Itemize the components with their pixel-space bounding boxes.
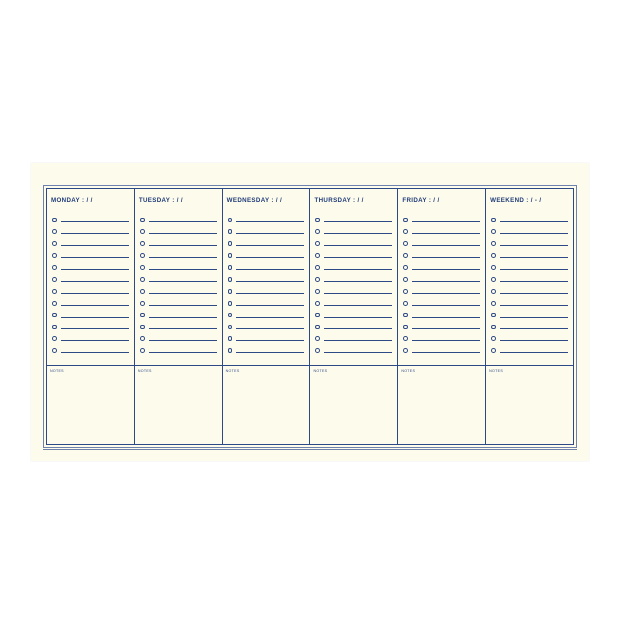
checklist-row: [52, 297, 129, 309]
write-line[interactable]: [412, 317, 480, 318]
write-line[interactable]: [500, 293, 568, 294]
checkbox-circle-icon[interactable]: [491, 289, 496, 294]
checkbox-circle-icon[interactable]: [140, 265, 145, 270]
checklist: [228, 214, 305, 357]
checkbox-circle-icon[interactable]: [315, 336, 320, 341]
checklist-row: [140, 321, 217, 333]
write-line[interactable]: [500, 245, 568, 246]
notes-area[interactable]: [310, 365, 397, 444]
checkbox-circle-icon[interactable]: [315, 277, 320, 282]
checklist-row: [140, 309, 217, 321]
checkbox-circle-icon[interactable]: [403, 241, 408, 246]
checkbox-circle-icon[interactable]: [228, 218, 233, 223]
checkbox-circle-icon[interactable]: [403, 218, 408, 223]
checkbox-circle-icon[interactable]: [140, 253, 145, 258]
checklist-row: [315, 262, 392, 274]
write-line[interactable]: [149, 221, 217, 222]
checkbox-circle-icon[interactable]: [140, 313, 145, 318]
checklist-row: [228, 226, 305, 238]
checkbox-circle-icon[interactable]: [315, 229, 320, 234]
planner-pad: [31, 163, 589, 461]
checklist-row: [228, 273, 305, 285]
checkbox-circle-icon[interactable]: [491, 265, 496, 270]
checklist-row: [403, 238, 480, 250]
checklist-row: [52, 262, 129, 274]
planner-frame: [43, 185, 577, 448]
checkbox-circle-icon[interactable]: [52, 277, 57, 282]
checkbox-circle-icon[interactable]: [228, 313, 233, 318]
checklist-row: [140, 214, 217, 226]
checklist-row: [52, 333, 129, 345]
checklist-row: [491, 321, 568, 333]
checkbox-circle-icon[interactable]: [52, 265, 57, 270]
notes-label: NOTES: [137, 369, 152, 373]
write-line[interactable]: [236, 233, 304, 234]
write-line[interactable]: [324, 305, 392, 306]
write-line[interactable]: [412, 305, 480, 306]
checkbox-circle-icon[interactable]: [228, 277, 233, 282]
write-line[interactable]: [324, 221, 392, 222]
checklist-row: [491, 250, 568, 262]
write-line[interactable]: [324, 233, 392, 234]
checklist-row: [140, 273, 217, 285]
write-line[interactable]: [500, 281, 568, 282]
checklist-row: [403, 214, 480, 226]
write-line[interactable]: [149, 340, 217, 341]
checklist-row: [52, 238, 129, 250]
write-line[interactable]: [61, 245, 129, 246]
checklist-row: [491, 309, 568, 321]
checkbox-circle-icon[interactable]: [315, 265, 320, 270]
checkbox-circle-icon[interactable]: [491, 301, 496, 306]
day-heading: WEEKEND : / - /: [490, 197, 542, 204]
checkbox-circle-icon[interactable]: [491, 313, 496, 318]
day-heading: FRIDAY : / /: [402, 197, 440, 204]
write-line[interactable]: [324, 281, 392, 282]
checklist-row: [491, 297, 568, 309]
checklist-row: [403, 226, 480, 238]
checklist-row: [52, 321, 129, 333]
checklist-row: [140, 238, 217, 250]
write-line[interactable]: [236, 257, 304, 258]
checklist-row: [52, 214, 129, 226]
notes-label: NOTES: [313, 369, 328, 373]
write-line[interactable]: [236, 305, 304, 306]
checklist-row: [403, 285, 480, 297]
write-line[interactable]: [412, 269, 480, 270]
write-line[interactable]: [324, 245, 392, 246]
checklist-row: [228, 262, 305, 274]
day-column-tuesday: [135, 189, 223, 444]
checklist-row: [315, 238, 392, 250]
checkbox-circle-icon[interactable]: [315, 301, 320, 306]
notes-label: NOTES: [489, 369, 504, 373]
checklist-row: [228, 250, 305, 262]
write-line[interactable]: [412, 245, 480, 246]
checkbox-circle-icon[interactable]: [403, 265, 408, 270]
write-line[interactable]: [61, 269, 129, 270]
checklist-row: [140, 285, 217, 297]
checklist-row: [491, 262, 568, 274]
write-line[interactable]: [500, 328, 568, 329]
write-line[interactable]: [412, 293, 480, 294]
checkbox-circle-icon[interactable]: [140, 336, 145, 341]
week-grid: [46, 188, 574, 445]
checkbox-circle-icon[interactable]: [228, 301, 233, 306]
checklist-row: [491, 226, 568, 238]
checkbox-circle-icon[interactable]: [140, 241, 145, 246]
write-line[interactable]: [61, 305, 129, 306]
checklist-row: [403, 345, 480, 357]
checkbox-circle-icon[interactable]: [315, 241, 320, 246]
checklist-row: [403, 262, 480, 274]
write-line[interactable]: [61, 293, 129, 294]
write-line[interactable]: [324, 293, 392, 294]
write-line[interactable]: [500, 269, 568, 270]
notes-area[interactable]: [47, 365, 134, 444]
checkbox-circle-icon[interactable]: [315, 313, 320, 318]
checklist-row: [228, 309, 305, 321]
checkbox-circle-icon[interactable]: [228, 348, 233, 353]
checkbox-circle-icon[interactable]: [315, 289, 320, 294]
checkbox-circle-icon[interactable]: [491, 218, 496, 223]
checklist-row: [140, 297, 217, 309]
checklist-row: [52, 309, 129, 321]
write-line[interactable]: [412, 328, 480, 329]
notes-area[interactable]: [486, 365, 573, 444]
write-line[interactable]: [412, 352, 480, 353]
write-line[interactable]: [61, 233, 129, 234]
write-line[interactable]: [324, 340, 392, 341]
checkbox-circle-icon[interactable]: [491, 229, 496, 234]
write-line[interactable]: [236, 340, 304, 341]
checkbox-circle-icon[interactable]: [52, 218, 57, 223]
write-line[interactable]: [61, 221, 129, 222]
checkbox-circle-icon[interactable]: [228, 325, 233, 330]
checklist-row: [315, 250, 392, 262]
checklist-row: [315, 214, 392, 226]
checkbox-circle-icon[interactable]: [315, 325, 320, 330]
checkbox-circle-icon[interactable]: [315, 218, 320, 223]
checkbox-circle-icon[interactable]: [403, 336, 408, 341]
checklist-row: [491, 285, 568, 297]
notes-area[interactable]: [223, 365, 310, 444]
checklist-row: [52, 226, 129, 238]
checklist-row: [315, 333, 392, 345]
checklist: [491, 214, 568, 357]
write-line[interactable]: [324, 328, 392, 329]
write-line[interactable]: [412, 257, 480, 258]
day-column-monday: [47, 189, 135, 444]
checklist-row: [315, 345, 392, 357]
checklist: [315, 214, 392, 357]
checkbox-circle-icon[interactable]: [140, 277, 145, 282]
checklist-row: [228, 333, 305, 345]
checkbox-circle-icon[interactable]: [491, 241, 496, 246]
day-heading: THURSDAY : / /: [314, 197, 364, 204]
checkbox-circle-icon[interactable]: [315, 348, 320, 353]
checkbox-circle-icon[interactable]: [228, 241, 233, 246]
notes-label: NOTES: [401, 369, 416, 373]
checkbox-circle-icon[interactable]: [491, 253, 496, 258]
write-line[interactable]: [61, 340, 129, 341]
checklist-row: [140, 345, 217, 357]
write-line[interactable]: [61, 257, 129, 258]
checklist-row: [315, 273, 392, 285]
checkbox-circle-icon[interactable]: [52, 313, 57, 318]
checklist-row: [403, 250, 480, 262]
write-line[interactable]: [236, 352, 304, 353]
write-line[interactable]: [236, 293, 304, 294]
checkbox-circle-icon[interactable]: [140, 218, 145, 223]
write-line[interactable]: [61, 317, 129, 318]
checkbox-circle-icon[interactable]: [403, 289, 408, 294]
day-column-weekend: [486, 189, 573, 444]
checklist-row: [403, 273, 480, 285]
checklist-row: [52, 273, 129, 285]
checkbox-circle-icon[interactable]: [52, 289, 57, 294]
checklist-row: [52, 250, 129, 262]
write-line[interactable]: [236, 221, 304, 222]
checkbox-circle-icon[interactable]: [403, 313, 408, 318]
checklist-row: [315, 309, 392, 321]
checklist-row: [228, 214, 305, 226]
checklist-row: [228, 285, 305, 297]
write-line[interactable]: [412, 233, 480, 234]
checkbox-circle-icon[interactable]: [403, 277, 408, 282]
write-line[interactable]: [149, 245, 217, 246]
write-line[interactable]: [500, 305, 568, 306]
notes-area[interactable]: [135, 365, 222, 444]
checkbox-circle-icon[interactable]: [315, 253, 320, 258]
checklist-row: [403, 297, 480, 309]
day-column-wednesday: [223, 189, 311, 444]
checklist-row: [315, 297, 392, 309]
checkbox-circle-icon[interactable]: [140, 325, 145, 330]
checkbox-circle-icon[interactable]: [52, 241, 57, 246]
day-column-friday: [398, 189, 486, 444]
checklist-row: [403, 309, 480, 321]
write-line[interactable]: [149, 317, 217, 318]
write-line[interactable]: [149, 233, 217, 234]
checkbox-circle-icon[interactable]: [403, 325, 408, 330]
write-line[interactable]: [149, 352, 217, 353]
checklist-row: [140, 250, 217, 262]
checklist-row: [491, 214, 568, 226]
checkbox-circle-icon[interactable]: [52, 336, 57, 341]
write-line[interactable]: [324, 269, 392, 270]
write-line[interactable]: [500, 257, 568, 258]
write-line[interactable]: [236, 269, 304, 270]
checkbox-circle-icon[interactable]: [52, 253, 57, 258]
checkbox-circle-icon[interactable]: [491, 348, 496, 353]
write-line[interactable]: [236, 317, 304, 318]
write-line[interactable]: [412, 221, 480, 222]
checklist-row: [315, 226, 392, 238]
checklist-row: [228, 345, 305, 357]
checklist-row: [491, 273, 568, 285]
write-line[interactable]: [236, 328, 304, 329]
write-line[interactable]: [149, 305, 217, 306]
checklist: [403, 214, 480, 357]
checklist-row: [228, 321, 305, 333]
write-line[interactable]: [236, 281, 304, 282]
checkbox-circle-icon[interactable]: [491, 277, 496, 282]
checklist-row: [491, 238, 568, 250]
notes-area[interactable]: [398, 365, 485, 444]
checkbox-circle-icon[interactable]: [140, 301, 145, 306]
bottom-rule: [43, 449, 577, 450]
day-heading: TUESDAY : / /: [138, 197, 183, 204]
write-line[interactable]: [500, 352, 568, 353]
checklist-row: [491, 333, 568, 345]
day-heading: WEDNESDAY : / /: [226, 197, 283, 204]
write-line[interactable]: [61, 352, 129, 353]
write-line[interactable]: [149, 293, 217, 294]
checkbox-circle-icon[interactable]: [228, 289, 233, 294]
notes-label: NOTES: [50, 369, 64, 373]
checkbox-circle-icon[interactable]: [403, 301, 408, 306]
checkbox-circle-icon[interactable]: [228, 265, 233, 270]
checkbox-circle-icon[interactable]: [403, 229, 408, 234]
write-line[interactable]: [324, 352, 392, 353]
checklist: [52, 214, 129, 357]
checklist-row: [52, 285, 129, 297]
write-line[interactable]: [324, 317, 392, 318]
day-column-thursday: [310, 189, 398, 444]
day-heading: MONDAY : / /: [51, 197, 93, 204]
checklist-row: [140, 226, 217, 238]
checkbox-circle-icon[interactable]: [52, 348, 57, 353]
write-line[interactable]: [149, 281, 217, 282]
write-line[interactable]: [61, 281, 129, 282]
write-line[interactable]: [500, 340, 568, 341]
checkbox-circle-icon[interactable]: [228, 253, 233, 258]
checkbox-circle-icon[interactable]: [228, 336, 233, 341]
write-line[interactable]: [149, 269, 217, 270]
write-line[interactable]: [500, 317, 568, 318]
checklist-row: [491, 345, 568, 357]
write-line[interactable]: [149, 257, 217, 258]
checklist-row: [228, 297, 305, 309]
checklist-row: [140, 333, 217, 345]
checklist-row: [315, 285, 392, 297]
write-line[interactable]: [500, 221, 568, 222]
write-line[interactable]: [500, 233, 568, 234]
checklist-row: [403, 333, 480, 345]
checkbox-circle-icon[interactable]: [228, 229, 233, 234]
write-line[interactable]: [61, 328, 129, 329]
checkbox-circle-icon[interactable]: [140, 348, 145, 353]
notes-label: NOTES: [225, 369, 240, 373]
write-line[interactable]: [412, 340, 480, 341]
checkbox-circle-icon[interactable]: [491, 325, 496, 330]
checklist-row: [52, 345, 129, 357]
write-line[interactable]: [236, 245, 304, 246]
write-line[interactable]: [412, 281, 480, 282]
checkbox-circle-icon[interactable]: [52, 301, 57, 306]
checkbox-circle-icon[interactable]: [403, 348, 408, 353]
checklist-row: [403, 321, 480, 333]
checkbox-circle-icon[interactable]: [403, 253, 408, 258]
checkbox-circle-icon[interactable]: [140, 229, 145, 234]
checkbox-circle-icon[interactable]: [52, 229, 57, 234]
checkbox-circle-icon[interactable]: [140, 289, 145, 294]
checkbox-circle-icon[interactable]: [491, 336, 496, 341]
checklist: [140, 214, 217, 357]
checkbox-circle-icon[interactable]: [52, 325, 57, 330]
checklist-row: [315, 321, 392, 333]
write-line[interactable]: [324, 257, 392, 258]
checklist-row: [228, 238, 305, 250]
checklist-row: [140, 262, 217, 274]
write-line[interactable]: [149, 328, 217, 329]
